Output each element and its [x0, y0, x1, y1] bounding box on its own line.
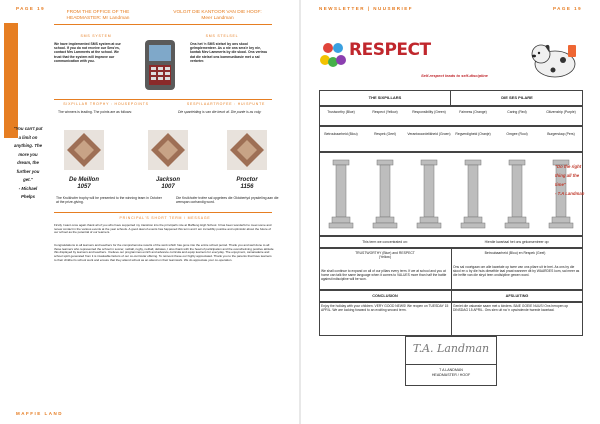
- pillars-en-row: [319, 106, 583, 126]
- title-english: FROM THE OFFICE OF THE HEADMASTER: Mr Landman: [66, 10, 130, 21]
- pilaar-omgee: Omgee (Rooi): [506, 132, 528, 136]
- quote-landman: "Do the right thing all the time" - T.A Landman: [555, 164, 585, 196]
- signatory-role: HEADMASTER / HOOF: [431, 373, 471, 377]
- concentrate-en: This term we concentrated on:: [362, 240, 408, 244]
- focus-body-en: We shall continue to expand on all of our pillars every term. If we at school and you at home can talk the same language when it comes to VALUES more than half the battle against indiscipline will be won.: [321, 269, 447, 281]
- divider: [54, 99, 272, 100]
- house-trophy-image: [64, 130, 104, 170]
- pillar-respect: Respect (Yellow): [372, 110, 398, 114]
- signature: T.A. Landman: [412, 342, 490, 355]
- house-trophy-image: [148, 130, 188, 170]
- afsluiting-body: Geniet die vakansie saam met u kinders. BAIE GOEIE NUUS! Ons heropen op DINSDAG 15 APRIL. Ons sien uit na 'n opwindende tweede kwartaal.: [453, 304, 569, 312]
- page-number-left: PAGE 19: [16, 6, 46, 11]
- pillars-title-af: DIE SES PILARE: [501, 95, 533, 100]
- house-trophy-image: [227, 130, 267, 170]
- trophy-body-af: Die spanleiding is van die beurt af. Die punte is as volg:: [178, 110, 262, 114]
- cartoon-dog-image: [523, 40, 583, 82]
- signatory-name: T A LANDMAN: [439, 368, 463, 372]
- respect-tagline: Self-respect leads to self-discipline: [421, 73, 488, 78]
- trophy-body-en: The winners is leading. The points are as follows:: [58, 110, 133, 114]
- message-paragraph-1: Firstly I want once again thank all of you who have supported my transition into the principal's role at Maffieng High School. It has been wonderful to meet some and renew contact in the various events at the year schools. A good deal of events has happened this term and I am incredibly positive and optimistic about the future of our school as the potential of our learners.: [54, 223, 272, 235]
- pillar-fairness: Fairness (Orange): [459, 110, 487, 114]
- mobile-phone-icon: [140, 38, 180, 93]
- divider: [54, 212, 272, 213]
- sms-body-af: Ons het 'n SMS stelsel by ons skool geïmplementeer. As u nie ons sms'e kry nie, kontak Mev Lammerts by die skool. Ons vertrou dat die stelsel ons kommunikasie met u sal verbeter.: [190, 42, 268, 63]
- pillar-responsibility: Responsibility (Green): [412, 110, 446, 114]
- quote-michael-phelps: "You can't put a limit on anything. The more you dream, the further you get." - Michael Phelps: [13, 126, 43, 199]
- respect-logo-text: RESPECT: [349, 40, 431, 60]
- trophy-title-en: SIXPILLAR TROPHY : HOUSEPOINTS: [63, 102, 149, 106]
- message-paragraph-2: Congratulations to all learners and teachers for the comprehensive results of the work which has gone into the entire school period. Thank you and well done to all those learners who represented the school in soccer, netball, rugby, netball, debates, I also thank with the head of participation and the overwhelming positive attitude this displayed by learners and teachers. I believe our programmes enrich and advance curricula and equip learners for everyday. The enjoyment, camaraderie and school spirit generated from it is invaluable factors of our co-curricular offering. To reinvent these our highly appreciated. Thank you to the parents that have learners to their children's school work and ensure that they attend school as an attend on their learnwork. We do appreciate your co-operation.: [54, 243, 274, 262]
- orange-side-bar: [4, 23, 18, 138]
- trophy-title-af: SESPILAARTROFEE : HUISPUNTE: [186, 102, 266, 106]
- pillars-af-row: [319, 126, 583, 152]
- focus-body-af: Ons sal voortgaan om alle kwartale op twee van ons pilare uit te brei. As ons by die skool en u by die huis dieselfde taal praat wanneer dit by WAARDES kom, sal meer as die helfte van die stryd teen ondisipline gewen word.: [453, 265, 580, 277]
- concentrate-af: Hierdie kwartaal het ons gekonsentreer op:: [484, 240, 550, 244]
- afsluiting-title: AFSLUITING: [505, 294, 529, 298]
- conclusion-body: Enjoy the holiday with your children. VERY GOOD NEWS! We reopen on TUESDAY 15 APRIL. We are looking forward to an exciting second term.: [321, 304, 449, 312]
- right-page: [301, 0, 600, 424]
- pilaar-burgerskap: Burgerskap (Pers): [547, 132, 575, 136]
- divider: [54, 24, 272, 25]
- conclusion-title: CONCLUSION: [372, 294, 398, 298]
- sms-title-af: SMS STELSEL: [205, 34, 239, 38]
- house-proctor: Proctor 1156: [236, 177, 258, 190]
- trophy-note-en: The Kruikhofer trophy will be presented to the winning team in October at the prize-giving.: [56, 196, 162, 205]
- title-afrikaans: VOLGIT DIE KANTOOR VAN DIE HOOF: Meer Landman: [173, 10, 262, 21]
- sms-title-en: SMS SYSTEM: [80, 34, 112, 38]
- page-number-right: PAGE 19: [553, 6, 583, 11]
- pillar-column-images: [319, 156, 583, 232]
- pillar-trustworthy: Trustworthy (Blue): [327, 110, 355, 114]
- sms-body-en: We have implemented SMS system at our school. If you do not receive our Sms'es, contact Mrs Lammerts at the school. We trust that the system will improve our communication with you.: [54, 42, 121, 63]
- pilaar-respek: Respek (Geel): [374, 132, 396, 136]
- newsletter-header: NEWSLETTER | NUUSBRIEF: [319, 6, 414, 11]
- pilaar-verantwoordelikheid: Verantwoordelikheid (Groen): [407, 132, 451, 136]
- message-title: PRINCIPAL'S SHORT TERM / MESSAGE: [119, 216, 211, 220]
- pilaar-betroubaarheid: Betroubaarheid (Blou): [324, 132, 358, 136]
- pilaar-regverdigheid: Regverdigheid (Oranje): [455, 132, 491, 136]
- house-jackson: Jackson 1007: [155, 177, 180, 190]
- pillar-caring: Caring (Red): [507, 110, 527, 114]
- left-page: [0, 0, 299, 424]
- pillars-title-en: THE SIXPILLARS: [368, 95, 402, 100]
- footer-left: MAFFIE LAND: [16, 411, 63, 416]
- focus-pillars-af: Betroubaarheid (Blou) en Respek (Geel): [484, 251, 546, 255]
- focus-pillars-en: TRUSTWORTHY (Blue) and RESPECT (Yellow): [355, 251, 415, 260]
- respect-logo-icon: [319, 40, 347, 70]
- pillar-citizenship: Citizenship (Purple): [546, 110, 576, 114]
- trophy-note-af: Die Kruikhofer trofee sal opgelees die Oktobertyd prysdeling aan die wenspan oorhandig word.: [176, 196, 279, 205]
- house-de-meillon: De Meillon 1057: [68, 177, 99, 190]
